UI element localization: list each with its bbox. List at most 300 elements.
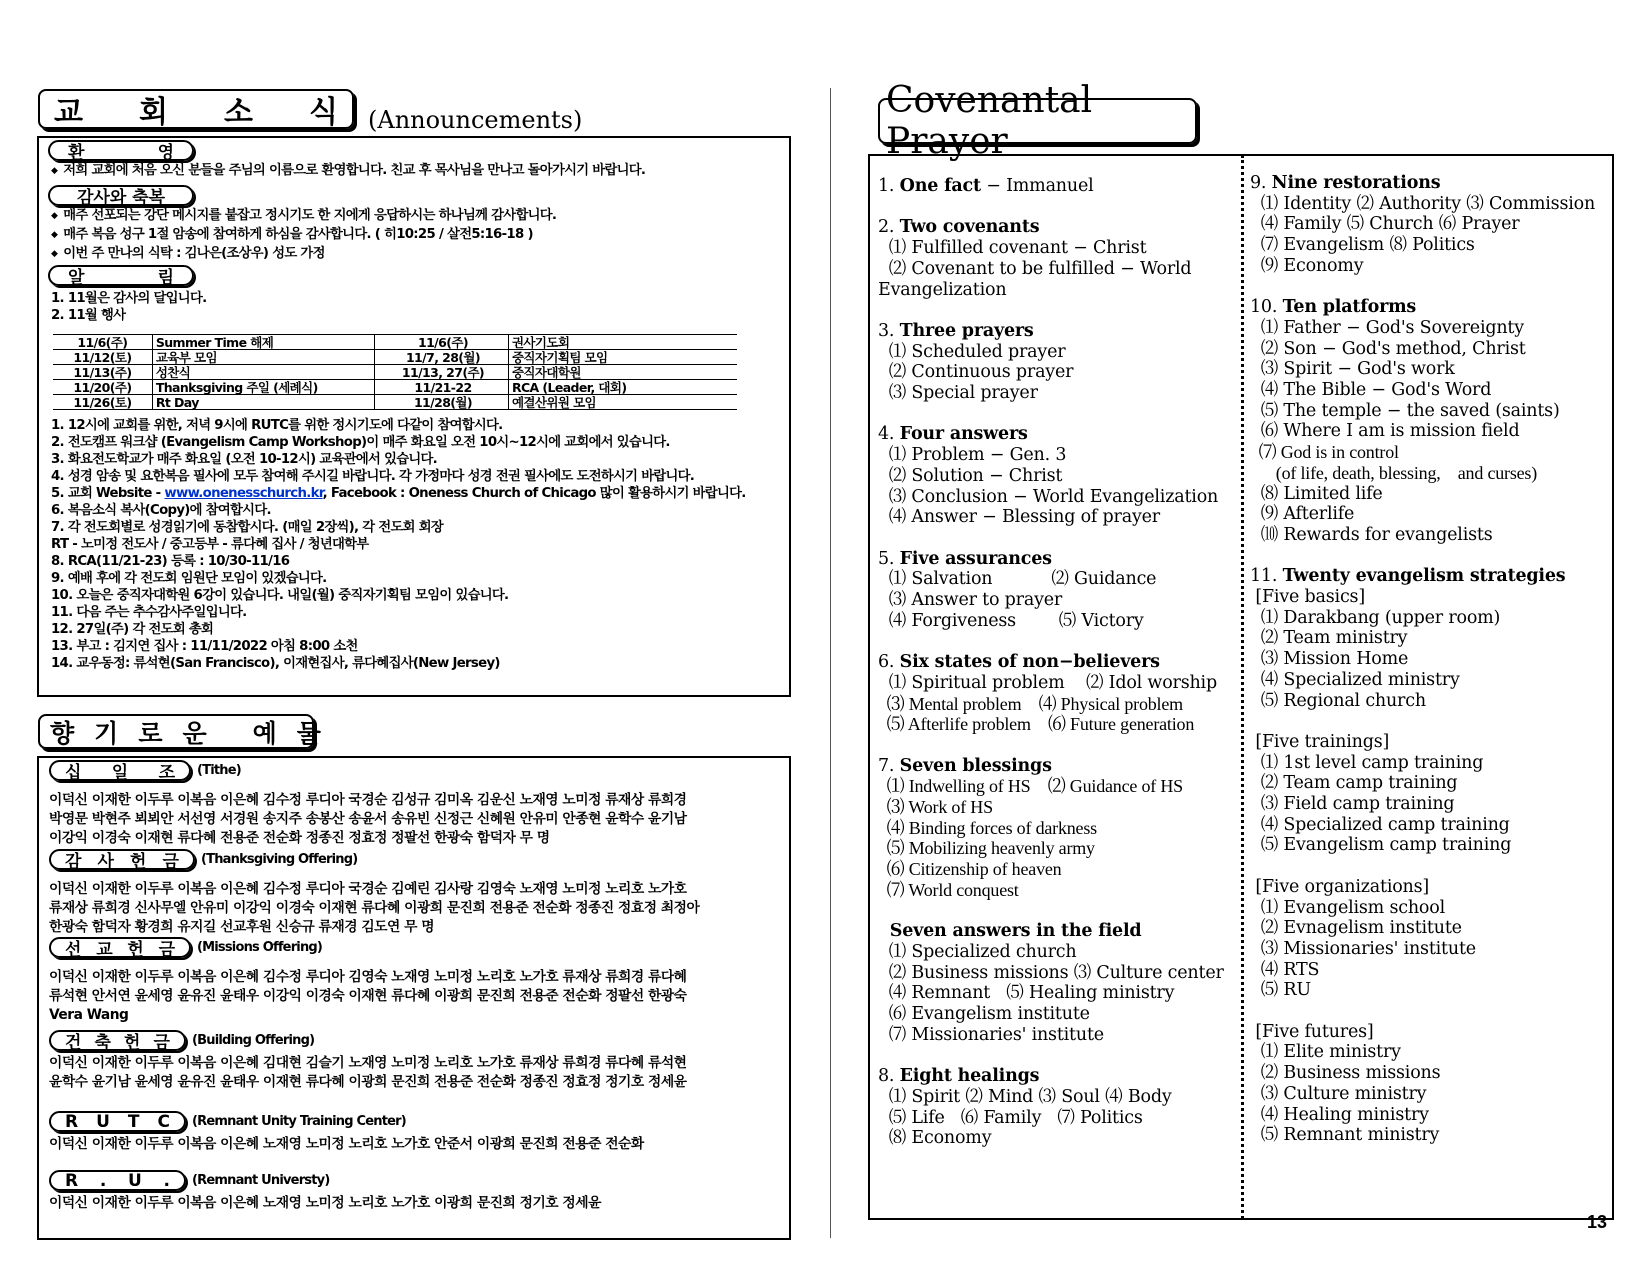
prayer-text: ⑴ Specialized church bbox=[878, 941, 1077, 962]
notice-intro bbox=[51, 290, 206, 324]
prayer-line bbox=[878, 549, 1052, 570]
prayer-text: (of life, death, blessing, and curses) bbox=[1250, 462, 1538, 483]
title-char: 예 bbox=[252, 718, 277, 748]
prayer-line bbox=[1250, 939, 1476, 960]
prayer-number: 1. bbox=[878, 176, 895, 196]
prayer-heading: Two covenants bbox=[899, 217, 1040, 238]
offering-line: 이덕신 이재한 이두루 이복음 이은혜 노재영 노미정 노리호 노가호 이광희 문진희 정기호 정세윤 bbox=[49, 1195, 601, 1211]
prayer-text: ⑴ Father − God's Sovereignty bbox=[1250, 317, 1524, 338]
prayer-line bbox=[878, 238, 1146, 259]
prayer-line bbox=[1250, 835, 1511, 856]
label-char: 건 bbox=[65, 1033, 82, 1053]
offering-line: 윤학수 윤기남 윤세영 윤유진 윤태우 이재현 류다혜 이광희 문진희 전용준 전순화 정종진 정효정 정기호 정세윤 bbox=[49, 1074, 687, 1090]
prayer-heading: One fact bbox=[899, 176, 981, 196]
title-char: 영 bbox=[157, 143, 174, 163]
prayer-title: Covenantal Prayer bbox=[878, 98, 1197, 144]
prayer-line bbox=[878, 445, 1066, 466]
table-cell: 11/13(주) bbox=[53, 365, 152, 380]
title-char: 소 bbox=[224, 95, 253, 130]
prayer-text: ⑶ Work of HS bbox=[878, 797, 993, 817]
prayer-number: 6. bbox=[878, 652, 895, 673]
title-char: 림 bbox=[157, 268, 174, 288]
prayer-text: ⑼ Economy bbox=[1250, 255, 1364, 276]
table-cell: 11/21-22 bbox=[375, 380, 509, 395]
label-char: 십 bbox=[65, 763, 82, 783]
prayer-line bbox=[1250, 691, 1426, 712]
welcome-line: ◆ 저희 교회에 처음 오신 분들을 주님의 이름으로 환영합니다. 친교 후 목사님을 만나고 돌아가시기 바랍니다. bbox=[51, 162, 645, 181]
label-char: T bbox=[127, 1111, 140, 1132]
prayer-line bbox=[878, 714, 1194, 736]
prayer-text: ⑷ The Bible − God's Word bbox=[1250, 380, 1492, 400]
prayer-text: ⑵ Team ministry bbox=[1250, 628, 1408, 649]
table-cell: 중직자기획팀 모임 bbox=[508, 350, 737, 365]
table-cell: 11/13, 27(주) bbox=[375, 365, 509, 380]
notice-item: 13. 부고 : 김지연 집사 : 11/11/2022 아침 8:00 소천 bbox=[51, 639, 358, 654]
notice-item: RT - 노미정 전도사 / 중고등부 - 류다혜 집사 / 청년대학부 bbox=[51, 537, 369, 552]
prayer-line bbox=[878, 1087, 1172, 1108]
prayer-line bbox=[1250, 359, 1455, 380]
prayer-line bbox=[878, 942, 1076, 963]
title-char: 교 bbox=[54, 95, 83, 130]
prayer-line bbox=[878, 859, 1061, 881]
table-cell: 11/26(토) bbox=[53, 395, 152, 410]
prayer-line bbox=[1250, 815, 1510, 836]
prayer-line bbox=[878, 1066, 1039, 1087]
label-char: 축 bbox=[94, 1033, 111, 1053]
prayer-number: 3. bbox=[878, 320, 895, 341]
table-cell: 11/6(주) bbox=[375, 335, 509, 350]
label-char: . bbox=[163, 1170, 170, 1191]
table-cell: 예결산위원 모임 bbox=[508, 395, 737, 410]
prayer-line bbox=[878, 983, 1174, 1004]
table-row bbox=[53, 335, 737, 350]
prayer-line bbox=[878, 756, 1052, 777]
notice-item: 2. 전도캠프 워크샵 (Evangelism Camp Workshop)이 매주 화요일 오전 10시~12시에 교회에서 있습니다. bbox=[51, 435, 670, 450]
prayer-text: ⑷ Forgiveness ⑸ Victory bbox=[878, 610, 1144, 631]
prayer-text: ⑴ Elite ministry bbox=[1250, 1042, 1401, 1063]
prayer-text: ⑶ Conclusion − World Evangelization bbox=[878, 486, 1219, 507]
offerings-panel bbox=[37, 756, 791, 1240]
prayer-text: ⑸ Remnant ministry bbox=[1250, 1125, 1440, 1146]
notice-item: 9. 예배 후에 각 전도회 임원단 모임이 있겠습니다. bbox=[51, 571, 327, 586]
prayer-line bbox=[1250, 194, 1595, 215]
prayer-text: ⑴ Spirit ⑵ Mind ⑶ Soul ⑷ Body bbox=[878, 1086, 1172, 1107]
prayer-text: ⑹ Citizenship of heaven bbox=[878, 859, 1062, 880]
offering-group bbox=[49, 1170, 601, 1213]
prayer-text: ⑸ RU bbox=[1250, 980, 1311, 1001]
table-cell: 11/12(토) bbox=[53, 350, 152, 365]
offering-label bbox=[49, 760, 191, 781]
prayer-number: 9. bbox=[1250, 173, 1267, 193]
label-char: 헌 bbox=[127, 940, 144, 960]
prayer-line bbox=[878, 963, 1224, 984]
prayer-text: ⑶ Spirit − God's work bbox=[1250, 359, 1455, 380]
notice-item: 14. 교우동정: 류석현(San Francisco), 이재현집사, 류다혜집사(New Jersey) bbox=[51, 656, 500, 671]
prayer-heading: Four answers bbox=[899, 424, 1028, 445]
label-char: R bbox=[65, 1170, 79, 1191]
table-cell: 11/20(주) bbox=[53, 380, 152, 395]
prayer-number: 5. bbox=[878, 548, 895, 569]
page-divider bbox=[830, 88, 831, 1238]
prayer-line bbox=[878, 176, 1094, 197]
prayer-text: ⑴ Indwelling of HS ⑵ Guidance of HS bbox=[878, 776, 1183, 797]
notice-label bbox=[48, 265, 194, 286]
offering-line: 이덕신 이재한 이두루 이복음 이은혜 김대현 김슬기 노재영 노미정 노리호 노가호 류재상 류희경 류다혜 류석현 bbox=[49, 1055, 687, 1071]
prayer-text: − Immanuel bbox=[980, 176, 1094, 196]
notice-item: 6. 복음소식 복사(Copy)에 참여합시다. bbox=[51, 503, 271, 518]
prayer-text: [Five organizations] bbox=[1250, 876, 1430, 897]
thanks-label: 감사와 축복 bbox=[48, 185, 194, 206]
table-cell: 권사기도회 bbox=[508, 335, 737, 350]
label-char: 사 bbox=[97, 852, 114, 872]
notice-intro-line: 1. 11월은 감사의 달입니다. bbox=[51, 291, 207, 306]
prayer-text: ⑴ Salvation ⑵ Guidance bbox=[878, 569, 1157, 590]
schedule-table bbox=[53, 334, 737, 410]
prayer-text: ⑷ Answer − Blessing of prayer bbox=[878, 507, 1160, 528]
prayer-text: ⑺ Missionaries' institute bbox=[878, 1024, 1104, 1045]
prayer-number: 2. bbox=[878, 217, 895, 238]
prayer-line bbox=[1250, 898, 1445, 919]
prayer-text: ⑴ Scheduled prayer bbox=[878, 341, 1066, 362]
offering-header bbox=[49, 849, 699, 870]
prayer-line bbox=[878, 569, 1156, 590]
prayer-line bbox=[1250, 421, 1519, 442]
offering-line: 류재상 류희경 신사무엘 안유미 이강익 이경숙 이재현 류다혜 이광희 문진희 전용준 전순화 정종진 정효정 최정아 bbox=[49, 900, 700, 916]
offering-names bbox=[49, 880, 699, 937]
prayer-line bbox=[878, 342, 1065, 363]
prayer-line bbox=[1250, 1084, 1426, 1105]
prayer-text: [Five trainings] bbox=[1250, 731, 1390, 752]
title-char: 운 bbox=[182, 718, 207, 748]
offering-names bbox=[49, 968, 687, 1025]
label-char: 금 bbox=[153, 1033, 170, 1053]
prayer-text: ⑹ Evangelism institute bbox=[878, 1004, 1090, 1024]
prayer-text: ⑼ Afterlife bbox=[1250, 504, 1355, 525]
prayer-line bbox=[1250, 773, 1457, 794]
prayer-line bbox=[878, 362, 1073, 383]
title-char: 기 bbox=[94, 718, 119, 748]
offering-header bbox=[49, 1030, 687, 1051]
prayer-heading: Seven blessings bbox=[899, 755, 1052, 776]
prayer-line bbox=[878, 1128, 991, 1149]
table-row bbox=[53, 395, 737, 410]
label-char: U bbox=[96, 1111, 110, 1132]
prayer-text: ⑷ Healing ministry bbox=[1250, 1104, 1429, 1125]
prayer-line bbox=[1250, 980, 1311, 1001]
prayer-text: ⑸ Regional church bbox=[1250, 690, 1426, 711]
prayer-text: ⑽ Rewards for evangelists bbox=[1250, 524, 1493, 545]
prayer-line bbox=[1250, 318, 1524, 339]
prayer-line bbox=[878, 818, 1097, 840]
label-char: C bbox=[157, 1111, 170, 1132]
offering-label bbox=[49, 1111, 186, 1132]
offering-group bbox=[49, 937, 687, 1025]
title-char: 로 bbox=[138, 718, 163, 748]
prayer-line bbox=[878, 1108, 1143, 1129]
offering-line: 이덕신 이재한 이두루 이복음 이은혜 김수정 루디아 국경순 김성규 김미옥 김운신 노재영 노미정 류재상 류희경 bbox=[49, 792, 687, 808]
prayer-line bbox=[878, 280, 1006, 301]
prayer-line bbox=[878, 321, 1034, 342]
table-cell: Rt Day bbox=[152, 395, 374, 410]
offering-header bbox=[49, 937, 687, 958]
offering-names bbox=[49, 1194, 601, 1213]
prayer-number: 11. bbox=[1250, 566, 1278, 587]
prayer-line bbox=[878, 611, 1144, 632]
prayer-line bbox=[878, 652, 1160, 673]
prayer-text: ⑸ Evangelism camp training bbox=[1250, 835, 1512, 856]
column-divider bbox=[1241, 155, 1244, 1219]
prayer-line bbox=[1250, 256, 1363, 277]
prayer-number: 10. bbox=[1250, 297, 1278, 318]
table-cell: 11/7, 28(월) bbox=[375, 350, 509, 365]
prayer-text: ⑴ Spiritual problem ⑵ Idol worship bbox=[878, 672, 1217, 693]
prayer-line bbox=[1250, 628, 1407, 649]
prayer-text: ⑷ Specialized ministry bbox=[1250, 669, 1460, 690]
prayer-text: ⑴ 1st level camp training bbox=[1250, 752, 1484, 773]
notice-items bbox=[51, 417, 746, 672]
prayer-line bbox=[878, 217, 1039, 238]
prayer-heading: Twenty evangelism strategies bbox=[1282, 566, 1566, 587]
prayer-text: ⑸ Afterlife problem ⑹ Future generation bbox=[878, 714, 1195, 735]
title-char: 알 bbox=[68, 268, 85, 288]
offering-english-label: (Remnant Universty) bbox=[192, 1173, 330, 1188]
prayer-text: ⑵ Business missions bbox=[1250, 1063, 1441, 1084]
title-char: 물 bbox=[296, 718, 321, 748]
prayer-number: 4. bbox=[878, 424, 895, 445]
prayer-number: 8. bbox=[878, 1066, 895, 1087]
prayer-line bbox=[1250, 608, 1500, 629]
prayer-text: ⑴ Evangelism school bbox=[1250, 897, 1445, 918]
label-char: 금 bbox=[162, 852, 179, 872]
notice-item-text: 5. 교회 Website - bbox=[51, 486, 165, 501]
table-row bbox=[53, 350, 737, 365]
prayer-text: ⑴ Identity ⑵ Authority ⑶ Commission bbox=[1250, 193, 1596, 214]
table-row bbox=[53, 365, 737, 380]
prayer-text: ⑺ World conquest bbox=[878, 879, 1019, 900]
offering-label bbox=[49, 849, 195, 870]
offering-names bbox=[49, 791, 687, 848]
prayer-text: ⑶ Field camp training bbox=[1250, 794, 1455, 814]
prayer-text: ⑶ Mission Home bbox=[1250, 649, 1409, 670]
prayer-heading: Six states of non−believers bbox=[899, 652, 1160, 673]
prayer-line bbox=[1250, 463, 1537, 485]
offering-names bbox=[49, 1135, 644, 1154]
label-char: 교 bbox=[96, 940, 113, 960]
notice-item bbox=[51, 485, 746, 502]
label-char: 헌 bbox=[130, 852, 147, 872]
prayer-line bbox=[878, 797, 993, 819]
prayer-line bbox=[1250, 1042, 1401, 1063]
offering-line: 박영문 박현주 뵈뵈안 서선영 서경원 송지주 송봉산 송윤서 송유빈 신정근 신혜원 안유미 안종현 윤학수 윤기남 bbox=[49, 811, 687, 827]
prayer-line bbox=[1250, 173, 1440, 194]
prayer-heading: Eight healings bbox=[899, 1066, 1040, 1087]
label-char: 헌 bbox=[124, 1033, 141, 1053]
offering-line: 이덕신 이재한 이두루 이복음 이은혜 김수정 루디아 김영숙 노재영 노미정 노리호 노가호 류재상 류희경 류다혜 bbox=[49, 969, 687, 985]
offering-header bbox=[49, 1170, 601, 1191]
prayer-text: ⑷ Family ⑸ Church ⑹ Prayer bbox=[1250, 214, 1520, 235]
offering-line: Vera Wang bbox=[49, 1007, 129, 1023]
prayer-line bbox=[1250, 794, 1454, 815]
prayer-text: ⑹ Where I am is mission field bbox=[1250, 421, 1520, 442]
prayer-text: ⑴ Fulfilled covenant − Christ bbox=[878, 238, 1147, 259]
prayer-heading: Ten platforms bbox=[1282, 297, 1417, 318]
prayer-line bbox=[878, 921, 1141, 942]
offering-label bbox=[49, 937, 191, 958]
prayer-text: ⑴ Darakbang (upper room) bbox=[1250, 607, 1501, 628]
label-char: R bbox=[65, 1111, 79, 1132]
prayer-number: 7. bbox=[878, 755, 895, 776]
welcome-text bbox=[51, 162, 645, 181]
prayer-line bbox=[1250, 214, 1519, 235]
prayer-line bbox=[1250, 587, 1365, 608]
prayer-line bbox=[878, 487, 1218, 508]
prayer-line bbox=[878, 838, 1095, 860]
prayer-text: ⑵ Team camp training bbox=[1250, 773, 1458, 794]
offering-group bbox=[49, 1111, 644, 1154]
notice-item: 10. 오늘은 중직자대학원 6강이 있습니다. 내일(월) 중직자기획팀 모임이 있습니다. bbox=[51, 588, 509, 603]
prayer-line bbox=[1250, 339, 1526, 360]
offering-header bbox=[49, 1111, 644, 1132]
prayer-line bbox=[1250, 960, 1319, 981]
prayer-heading: Five assurances bbox=[899, 548, 1052, 569]
announcements-panel bbox=[37, 136, 791, 697]
notice-item: 11. 다음 주는 추수감사주일입니다. bbox=[51, 605, 247, 620]
offering-line: 이강익 이경숙 이재현 류다혜 전용준 전순화 정종진 정효정 정팔선 한광숙 함덕자 무 명 bbox=[49, 830, 550, 846]
offering-header bbox=[49, 760, 687, 781]
title-char: 환 bbox=[68, 143, 85, 163]
prayer-line bbox=[1250, 753, 1483, 774]
notice-item: 8. RCA(11/21-23) 등록 : 10/30-11/16 bbox=[51, 554, 290, 569]
prayer-text: ⑷ RTS bbox=[1250, 959, 1320, 980]
prayer-subheading: Seven answers in the field bbox=[878, 921, 1142, 942]
prayer-text: ⑷ Remnant ⑸ Healing ministry bbox=[878, 983, 1175, 1004]
prayer-text: [Five futures] bbox=[1250, 1021, 1374, 1042]
prayer-line bbox=[1250, 670, 1460, 691]
table-row bbox=[53, 380, 737, 395]
label-char: 금 bbox=[158, 940, 175, 960]
announcements-subtitle: (Announcements) bbox=[368, 106, 583, 134]
prayer-text: ⑸ The temple − the saved (saints) bbox=[1250, 400, 1560, 421]
prayer-text: ⑵ Covenant to be fulfilled − World bbox=[878, 258, 1192, 279]
prayer-text: ⑶ Special prayer bbox=[878, 383, 1038, 403]
offerings-title bbox=[38, 714, 321, 749]
table-cell: Thanksgiving 주일 (세례식) bbox=[152, 380, 374, 395]
prayer-text: [Five basics] bbox=[1250, 587, 1365, 607]
thanks-line: ◆ 매주 선포되는 강단 메시지를 붙잡고 정시기도 한 지에게 응답하시는 하나님께 감사합니다. bbox=[51, 207, 556, 226]
announcements-title bbox=[38, 89, 354, 129]
prayer-line bbox=[1250, 1105, 1429, 1126]
notice-item: 3. 화요전도학교가 매주 화요일 (오전 10-12시) 교육관에서 있습니다. bbox=[51, 452, 438, 467]
prayer-line bbox=[1250, 918, 1462, 939]
offering-label bbox=[49, 1030, 186, 1051]
prayer-line bbox=[1250, 484, 1383, 505]
title-char: 회 bbox=[139, 95, 168, 130]
prayer-line bbox=[878, 507, 1160, 528]
notice-item: 4. 성경 암송 및 요한복음 필사에 모두 참여해 주시길 바랍니다. 각 가정마다 성경 전권 필사에도 도전하시기 바랍니다. bbox=[51, 469, 695, 484]
notice-intro-line: 2. 11월 행사 bbox=[51, 308, 126, 323]
table-cell: 교육부 모임 bbox=[152, 350, 374, 365]
prayer-line bbox=[878, 424, 1028, 445]
prayer-text: ⑻ Limited life bbox=[1250, 483, 1383, 504]
prayer-line bbox=[1250, 1063, 1440, 1084]
prayer-line bbox=[878, 259, 1191, 280]
prayer-text: ⑸ Life ⑹ Family ⑺ Politics bbox=[878, 1107, 1143, 1128]
prayer-text: ⑶ Mental problem ⑷ Physical problem bbox=[878, 693, 1183, 714]
notice-item: 1. 12시에 교회를 위한, 저녁 9시에 RUTC를 위한 정시기도에 다같이 참여합시다. bbox=[51, 418, 503, 433]
prayer-text: ⑵ Solution − Christ bbox=[878, 465, 1063, 486]
offering-english-label: (Remnant Unity Training Center) bbox=[192, 1114, 406, 1129]
prayer-line bbox=[878, 1025, 1104, 1046]
thanks-text bbox=[51, 207, 556, 264]
prayer-text: ⑶ Answer to prayer bbox=[878, 590, 1063, 610]
prayer-line bbox=[878, 880, 1019, 902]
prayer-text: ⑷ Binding forces of darkness bbox=[878, 817, 1097, 838]
prayer-line bbox=[878, 673, 1217, 694]
offering-line: 한광숙 함덕자 황경희 유지길 선교후원 신승규 류재경 김도연 무 명 bbox=[49, 919, 435, 935]
thanks-line: ◆ 매주 복음 성구 1절 암송에 참여하게 하심을 감사합니다. ( 히10:25 / 살전5:16-18 ) bbox=[51, 226, 556, 245]
prayer-heading: Nine restorations bbox=[1271, 173, 1441, 193]
prayer-line bbox=[878, 383, 1038, 404]
offering-label bbox=[49, 1170, 186, 1191]
notice-item: 12. 27일(주) 각 전도회 총회 bbox=[51, 622, 214, 637]
prayer-line bbox=[878, 1004, 1090, 1025]
prayer-line bbox=[878, 694, 1183, 716]
prayer-line bbox=[1250, 380, 1491, 401]
prayer-line bbox=[1250, 1022, 1374, 1043]
notice-item-text: , Facebook : Oneness Church of Chicago 많이 활용하시기 바랍니다. bbox=[322, 486, 746, 501]
prayer-line bbox=[1250, 235, 1475, 256]
offering-line: 이덕신 이재한 이두루 이복음 이은혜 노재영 노미정 노리호 노가호 안준서 이광희 문진희 전용준 전순화 bbox=[49, 1136, 644, 1152]
offering-group bbox=[49, 760, 687, 848]
table-cell: 중직자대학원 bbox=[508, 365, 737, 380]
prayer-line bbox=[1250, 297, 1416, 318]
prayer-text: ⑴ Problem − Gen. 3 bbox=[878, 445, 1067, 466]
prayer-line bbox=[1250, 649, 1408, 670]
table-cell: 성찬식 bbox=[152, 365, 374, 380]
website-link[interactable]: www.onenesschurch.kr bbox=[164, 486, 323, 501]
label-char: U bbox=[128, 1170, 142, 1191]
prayer-line bbox=[878, 590, 1062, 611]
table-cell: 11/6(주) bbox=[53, 335, 152, 350]
offering-english-label: (Thanksgiving Offering) bbox=[201, 852, 358, 867]
label-char: 일 bbox=[111, 763, 129, 783]
offering-line: 이덕신 이재한 이두루 이복음 이은혜 김수정 루디아 국경순 김예린 김사랑 김영숙 노재영 노미정 노리호 노가호 bbox=[49, 881, 687, 897]
prayer-text: ⑷ Specialized camp training bbox=[1250, 814, 1510, 835]
thanks-line: ◆ 이번 주 만나의 식탁 : 김나은(조상우) 성도 가정 bbox=[51, 245, 556, 264]
prayer-text: Evangelization bbox=[878, 279, 1007, 300]
offering-group bbox=[49, 849, 699, 937]
label-char: 선 bbox=[65, 940, 82, 960]
prayer-text: ⑵ Business missions ⑶ Culture center bbox=[878, 962, 1224, 983]
offering-group bbox=[49, 1030, 687, 1092]
label-char: 감 bbox=[65, 852, 82, 872]
prayer-line bbox=[1250, 525, 1492, 546]
table-cell: Summer Time 해제 bbox=[152, 335, 374, 350]
offering-names bbox=[49, 1054, 687, 1092]
prayer-line bbox=[1250, 1125, 1439, 1146]
notice-item: 7. 각 전도회별로 성경읽기에 동참합시다. (매일 2장씩), 각 전도회 회장 bbox=[51, 520, 444, 535]
prayer-line bbox=[1250, 401, 1560, 422]
prayer-heading: Three prayers bbox=[899, 320, 1034, 341]
offering-english-label: (Tithe) bbox=[197, 763, 241, 778]
prayer-line bbox=[878, 466, 1062, 487]
prayer-text: ⑻ Economy bbox=[878, 1128, 992, 1149]
prayer-text: ⑶ Culture ministry bbox=[1250, 1083, 1427, 1104]
offering-english-label: (Missions Offering) bbox=[197, 940, 323, 955]
title-char: 식 bbox=[309, 95, 338, 130]
prayer-line bbox=[1250, 504, 1354, 525]
prayer-line bbox=[1250, 566, 1565, 587]
